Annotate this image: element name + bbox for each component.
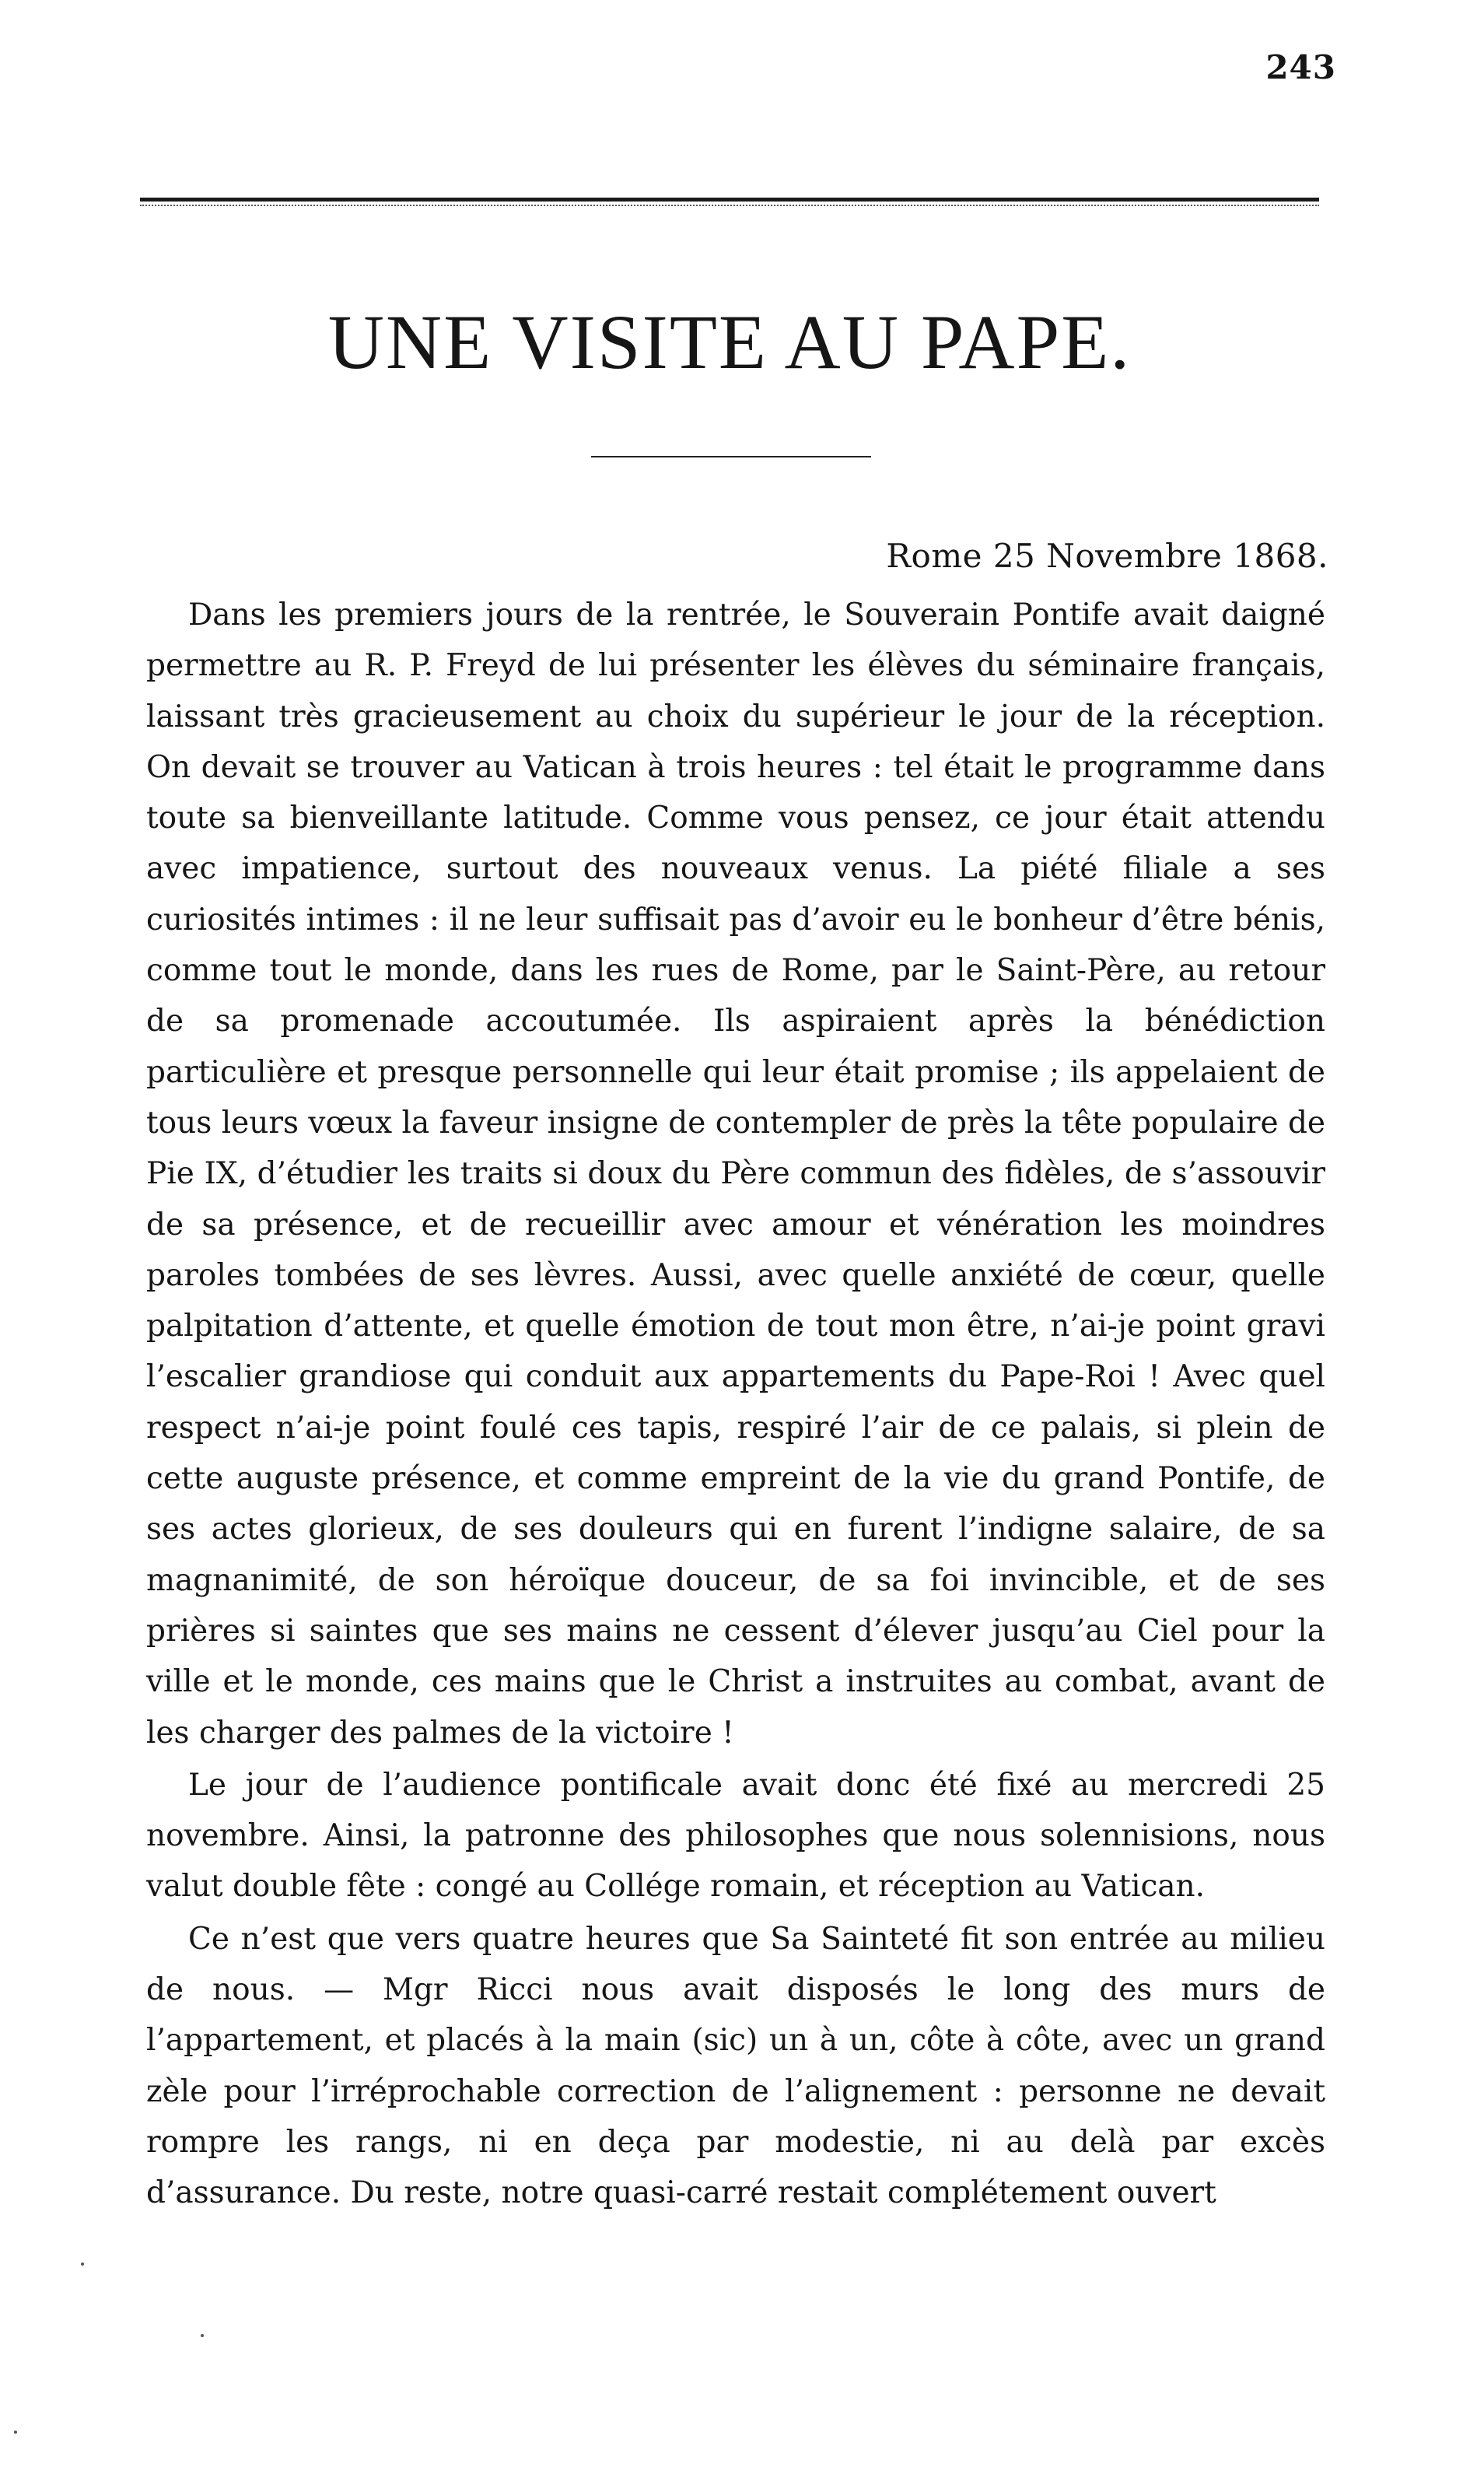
margin-speck [14,2431,17,2434]
article-title: UNE VISITE AU PAPE. [327,299,1132,385]
paragraph-1: Dans les premiers jours de la rentrée, le Souverain Pontife avait daigné permettre au R. P. Freyd de lui présenter les élèves du séminaire français, laissant très gracieusement au choix du supérieur le jour de la réception. On devait se trouver au Vatican à trois heures : tel était le programme dans toute sa bienveillante latitude. Comme vous pensez, ce jour était attendu avec impatience, surtout des nouveaux venus. La piété filiale a ses curiosités intimes : il ne leur suffisait pas d’avoir eu le bonheur d’être bénis, comme tout le monde, dans les rues de Rome, par le Saint-Père, au retour de sa promenade accoutumée. Ils aspiraient après la bénédiction particulière et presque personnelle qui leur était promise ; ils appelaient de tous leurs vœux la faveur insigne de contempler de près la tête populaire de Pie IX, d’étudier les traits si doux du Père commun des fidèles, de s’assouvir de sa présence, et de recueillir avec amour et vénération les moindres paroles tombées de ses lèvres. Aussi, avec quelle anxiété de cœur, quelle palpitation d’attente, et quelle émotion de tout mon être, n’ai-je point gravi l’escalier grandiose qui conduit aux appartements du Pape-Roi ! Avec quel respect n’ai-je point foulé ces tapis, respiré l’air de ce palais, si plein de cette auguste présence, et comme empreint de la vie du grand Pontife, de ses actes glorieux, de ses douleurs qui en furent l’indigne salaire, de sa magnanimité, de son héroïque douceur, de sa foi invincible, et de ses prières si saintes que ses mains ne cessent d’élever jusqu’au Ciel pour la ville et le monde, ces mains que le Christ a instruites au combat, avant de les charger des palmes de la victoire ! [146,598,1325,1751]
page-number: 243 [1265,48,1336,86]
paragraph-2: Le jour de l’audience pontificale avait donc été fixé au mercredi 25 novembre. Ainsi, la patronne des philosophes que nous solennisions, nous valut double fête : congé au Collége romain, et réception au Vatican. [146,1767,1325,1905]
header-rule-thick [140,198,1319,202]
article-body [146,590,1325,2220]
margin-speck [201,2334,204,2337]
dateline: Rome 25 Novembre 1868. [886,537,1328,575]
paragraph-3: Ce n’est que vers quatre heures que Sa Sainteté fit son entrée au milieu de nous. — Mgr Ricci nous avait disposés le long des murs de l’appartement, et placés à la main (sic) un à un, côte à côte, avec un grand zèle pour l’irréprochable correction de l’alignement : personne ne devait rompre les rangs, ni en deça par modestie, ni au delà par excès d’assurance. Du reste, notre quasi-carré restait complétement ouvert [146,1921,1325,2211]
header-rule [140,198,1319,209]
margin-speck [81,2262,84,2266]
header-rule-dotted [140,205,1319,206]
title-divider [591,456,871,457]
